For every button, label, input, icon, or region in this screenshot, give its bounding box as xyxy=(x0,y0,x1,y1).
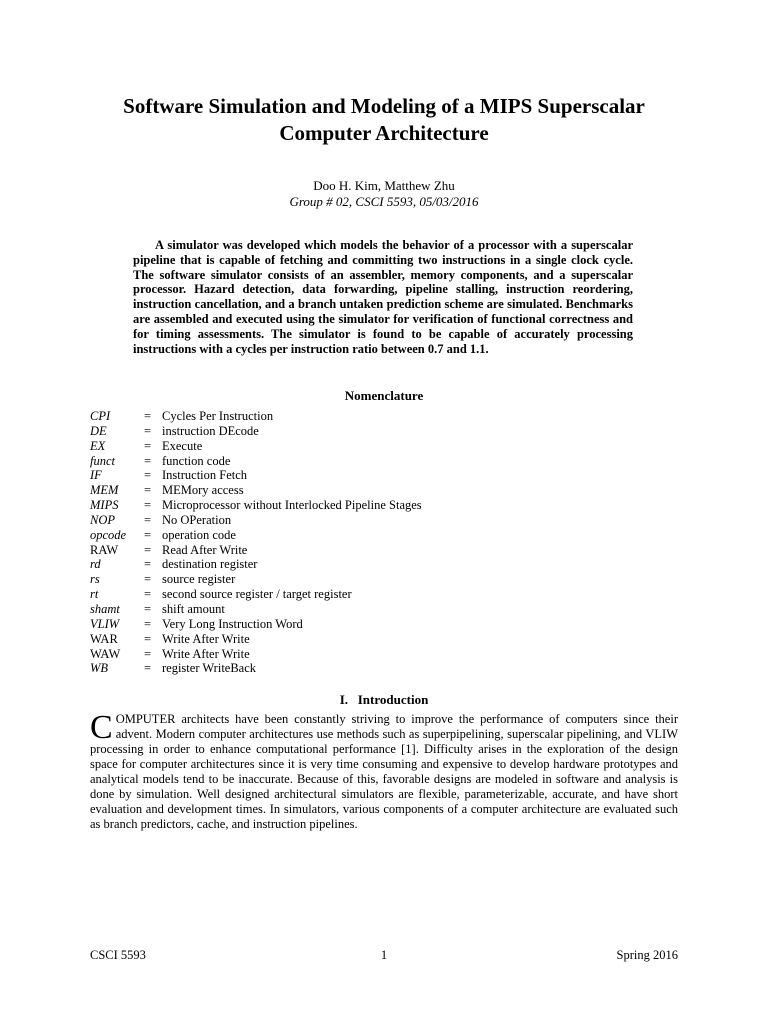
nomenclature-abbreviation: MEM xyxy=(90,483,119,498)
nomenclature-definition: function code xyxy=(162,453,231,468)
nomenclature-definition: instruction DEcode xyxy=(162,423,259,438)
nomenclature-abbreviation: MIPS xyxy=(90,498,119,513)
nomenclature-abbreviation: rd xyxy=(90,557,101,572)
nomenclature-row xyxy=(90,513,590,528)
nomenclature-row xyxy=(90,587,590,602)
nomenclature-definition: destination register xyxy=(162,557,258,572)
drop-cap: C xyxy=(90,709,113,746)
nomenclature-abbreviation: IF xyxy=(90,468,102,483)
nomenclature-equals: = xyxy=(144,498,152,513)
nomenclature-equals: = xyxy=(144,601,152,616)
nomenclature-definition: shift amount xyxy=(162,601,225,616)
title-line-2: Computer Architecture xyxy=(279,121,489,145)
authors: Doo H. Kim, Matthew Zhu xyxy=(313,178,455,193)
nomenclature-abbreviation: CPI xyxy=(90,409,111,423)
footer-term: Spring 2016 xyxy=(616,948,678,962)
nomenclature-abbreviation: RAW xyxy=(90,542,119,557)
nomenclature-definition: register WriteBack xyxy=(162,661,257,676)
nomenclature-abbreviation: EX xyxy=(90,438,106,453)
nomenclature-equals: = xyxy=(144,631,152,646)
nomenclature-equals: = xyxy=(144,409,152,423)
footer-course: CSCI 5593 xyxy=(90,948,146,962)
nomenclature-equals: = xyxy=(144,438,152,453)
nomenclature-equals: = xyxy=(144,587,152,602)
nomenclature-row xyxy=(90,468,590,483)
nomenclature-definition: Very Long Instruction Word xyxy=(162,616,303,631)
footer-page-number: 1 xyxy=(380,948,388,962)
nomenclature-abbreviation: rt xyxy=(90,587,99,602)
nomenclature-abbreviation: WB xyxy=(90,661,109,676)
nomenclature-definition: Write After Write xyxy=(162,646,250,661)
nomenclature-row xyxy=(90,483,590,498)
nomenclature-equals: = xyxy=(144,483,152,498)
nomenclature-equals: = xyxy=(144,453,152,468)
nomenclature-row xyxy=(90,632,590,647)
nomenclature-definition: Execute xyxy=(162,438,203,453)
nomenclature-heading: Nomenclature xyxy=(344,388,424,403)
nomenclature-definition: operation code xyxy=(162,527,236,542)
nomenclature-abbreviation: WAR xyxy=(90,631,118,646)
nomenclature-row xyxy=(90,543,590,558)
nomenclature-row xyxy=(90,617,590,632)
nomenclature-row xyxy=(90,498,590,513)
paper-title xyxy=(90,93,678,147)
nomenclature-abbreviation: VLIW xyxy=(90,616,120,631)
nomenclature-definition: No OPeration xyxy=(162,512,232,527)
nomenclature-definition: source register xyxy=(162,572,236,587)
nomenclature-definition: Read After Write xyxy=(162,542,248,557)
nomenclature-row xyxy=(90,572,590,587)
nomenclature-row xyxy=(90,557,590,572)
nomenclature-list xyxy=(90,409,590,676)
nomenclature-row xyxy=(90,454,590,469)
abstract: A simulator was developed which models the behavior of a processor with a superscalar pipeline that is capable of fetching and committing two instructions in a single clock cycle. The software simulator consists of an assembler, memory components, and a superscalar processor. Hazard detection, data forwarding, pipeline stalling, instruction reordering, instruction cancellation, and a branch untaken prediction scheme are simulated. Benchmarks are assembled and executed using the simulator for verification of functional correctness and for timing assessments. The simulator is found to be capable of accurately processing instructions with a cycles per instruction ratio between 0.7 and 1.1. xyxy=(133,238,633,356)
nomenclature-row xyxy=(90,439,590,454)
nomenclature-row xyxy=(90,424,590,439)
nomenclature-row xyxy=(90,528,590,543)
nomenclature-definition: Microprocessor without Interlocked Pipeline Stages xyxy=(162,498,422,513)
nomenclature-equals: = xyxy=(144,661,152,676)
nomenclature-equals: = xyxy=(144,616,152,631)
nomenclature-equals: = xyxy=(144,527,152,542)
nomenclature-abbreviation: WAW xyxy=(90,646,121,661)
nomenclature-equals: = xyxy=(144,512,152,527)
nomenclature-row xyxy=(90,661,590,676)
introduction-text: OMPUTER architects have been constantly striving to improve the performance of computers since their advent. Modern computer architectures use methods such as superpipelining, superscalar pipelining, and VLIW processing in order to enhance computational performance [1]. Difficulty arises in the exploration of the design space for computer architectures since it is very time consuming and expensive to develop hardware prototypes and analytical models tend to be inaccurate. Because of this, favorable designs are modeled in software and analysis is done by simulation. Well designed architectural simulators are flexible, parameterizable, accurate, and have short evaluation and development times. In simulators, various components of a computer architecture are evaluated such as branch predictors, cache, and instruction pipelines. xyxy=(90,712,678,831)
introduction-paragraph xyxy=(90,709,678,832)
nomenclature-definition: second source register / target register xyxy=(162,587,352,602)
title-line-1: Software Simulation and Modeling of a MIPS Superscalar xyxy=(123,94,645,118)
nomenclature-row xyxy=(90,602,590,617)
nomenclature-row xyxy=(90,647,590,662)
nomenclature-equals: = xyxy=(144,423,152,438)
nomenclature-equals: = xyxy=(144,646,152,661)
nomenclature-equals: = xyxy=(144,468,152,483)
nomenclature-abbreviation: rs xyxy=(90,572,100,587)
nomenclature-abbreviation: shamt xyxy=(90,601,120,616)
nomenclature-equals: = xyxy=(144,542,152,557)
nomenclature-definition: Cycles Per Instruction xyxy=(162,409,274,423)
introduction-heading: I. Introduction xyxy=(339,692,429,707)
nomenclature-definition: MEMory access xyxy=(162,483,244,498)
nomenclature-equals: = xyxy=(144,557,152,572)
nomenclature-definition: Instruction Fetch xyxy=(162,468,248,483)
nomenclature-equals: = xyxy=(144,572,152,587)
nomenclature-abbreviation: funct xyxy=(90,453,115,468)
nomenclature-abbreviation: NOP xyxy=(90,512,115,527)
nomenclature-abbreviation: opcode xyxy=(90,527,127,542)
nomenclature-definition: Write After Write xyxy=(162,631,250,646)
nomenclature-abbreviation: DE xyxy=(90,423,107,438)
nomenclature-row xyxy=(90,409,590,424)
group-info: Group # 02, CSCI 5593, 05/03/2016 xyxy=(289,194,479,209)
